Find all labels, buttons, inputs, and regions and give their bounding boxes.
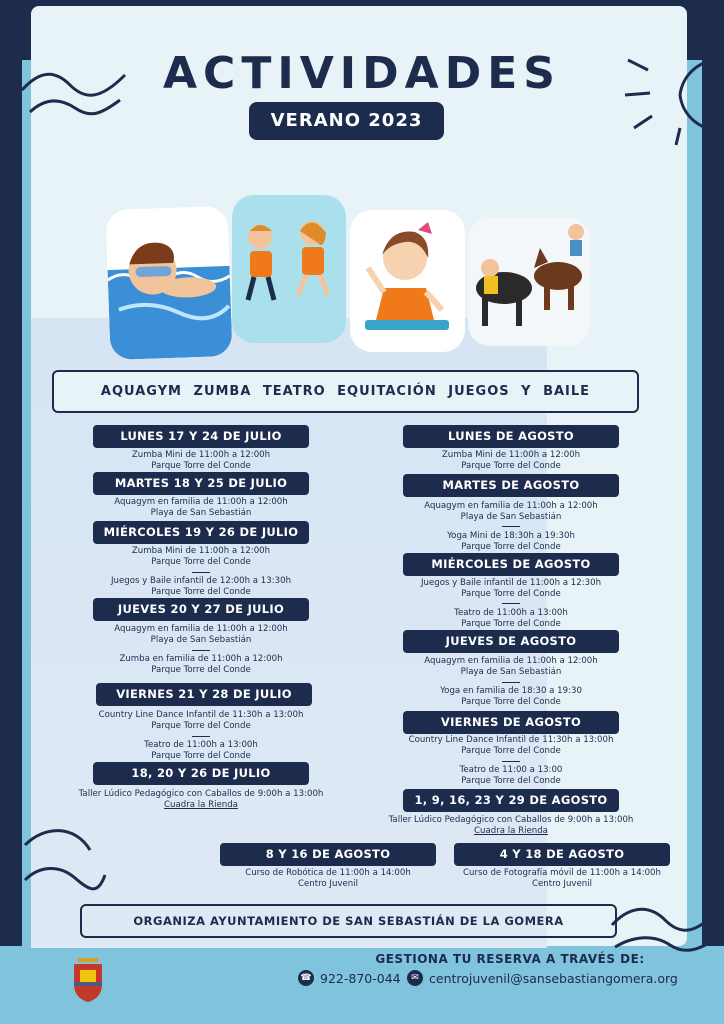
activity-item: Aquagym en familia de 11:00h a 12:00h Playa de San Sebastián: [424, 656, 598, 677]
email-contact[interactable]: [407, 970, 678, 986]
organizer-banner: ORGANIZA AYUNTAMIENTO DE SAN SEBASTIÁN DE LA GOMERA: [80, 904, 617, 938]
day-header: JUEVES DE AGOSTO: [403, 630, 619, 653]
activity-item: Country Line Dance Infantil de 11:30h a 13:00h Parque Torre del Conde: [98, 710, 304, 731]
subtitle-badge: VERANO 2023: [249, 102, 444, 140]
activity-item: Taller Lúdico Pedagógico con Caballos de 9:00h a 13:00h Cuadra la Rienda: [388, 815, 634, 836]
day-header: LUNES DE AGOSTO: [403, 425, 619, 448]
swimmer-icon: [105, 206, 232, 360]
separator: [502, 761, 520, 762]
location-link[interactable]: Cuadra la Rienda: [164, 799, 238, 810]
activity-item: Aquagym en familia de 11:00h a 12:00h Playa de San Sebastián: [424, 501, 598, 522]
activity-item: Juegos y Baile infantil de 12:00h a 13:30h Parque Torre del Conde: [110, 576, 292, 597]
day-header: VIERNES 21 Y 28 DE JULIO: [96, 683, 312, 706]
activity-item: Curso de Fotografía móvil de 11:00h a 14:00h Centro Juvenil: [463, 868, 661, 889]
activity-item: Aquagym en familia de 11:00h a 12:00h Playa de San Sebastián: [114, 497, 288, 518]
wave-icon: [20, 820, 110, 900]
swimmer-illustration: [105, 206, 232, 360]
day-header: MARTES DE AGOSTO: [403, 474, 619, 497]
wave-icon: [610, 895, 720, 955]
mail-icon: ✉: [407, 970, 423, 986]
day-header: MIÉRCOLES DE AGOSTO: [403, 553, 619, 576]
day-header: MARTES 18 Y 25 DE JULIO: [93, 472, 309, 495]
activity-item: Yoga Mini de 18:30h a 19:30h Parque Torre del Conde: [447, 531, 575, 552]
activity-item: Teatro de 11:00h a 13:00h Parque Torre del Conde: [144, 740, 258, 761]
activity-item: Zumba Mini de 11:00h a 12:00h Parque Torre del Conde: [441, 450, 581, 471]
activity-item: Juegos y Baile infantil de 11:00h a 12:30h Parque Torre del Conde: [420, 578, 602, 599]
day-header: MIÉRCOLES 19 Y 26 DE JULIO: [93, 521, 309, 544]
dancers-illustration: [232, 195, 346, 343]
email-address: centrojuvenil@sansebastiangomera.org: [429, 970, 678, 986]
day-header: 8 Y 16 DE AGOSTO: [220, 843, 436, 866]
separator: [192, 650, 210, 651]
day-header: 18, 20 Y 26 DE JULIO: [93, 762, 309, 785]
activity-item: Teatro de 11:00h a 13:00h Parque Torre del Conde: [454, 608, 568, 629]
activity-item: Aquagym en familia de 11:00h a 12:00h Playa de San Sebastián: [114, 624, 288, 645]
day-header: LUNES 17 Y 24 DE JULIO: [93, 425, 309, 448]
phone-number: 922-870-044: [320, 970, 401, 986]
separator: [192, 736, 210, 737]
horses-illustration: [468, 218, 590, 346]
horses-icon: [468, 218, 590, 346]
day-header: 1, 9, 16, 23 Y 29 DE AGOSTO: [403, 789, 619, 812]
separator: [502, 603, 520, 604]
day-header: 4 Y 18 DE AGOSTO: [454, 843, 670, 866]
day-header: JUEVES 20 Y 27 DE JULIO: [93, 598, 309, 621]
separator: [192, 572, 210, 573]
activity-item: Zumba Mini de 11:00h a 12:00h Parque Torre del Conde: [131, 450, 271, 471]
page-title: ACTIVIDADES: [163, 48, 561, 99]
dancers-icon: [232, 195, 346, 343]
activity-item: Yoga en familia de 18:30 a 19:30 Parque Torre del Conde: [440, 686, 582, 707]
activity-item: Curso de Robótica de 11:00h a 14:00h Centro Juvenil: [245, 868, 411, 889]
separator: [502, 526, 520, 527]
day-header: VIERNES DE AGOSTO: [403, 711, 619, 734]
separator: [502, 682, 520, 683]
activity-item: Zumba en familia de 11:00h a 12:00h Parque Torre del Conde: [119, 654, 283, 675]
activity-item: Teatro de 11:00 a 13:00 Parque Torre del Conde: [459, 765, 563, 786]
activity-item: Country Line Dance Infantil de 11:30h a 13:00h Parque Torre del Conde: [408, 735, 614, 756]
activity-item: Taller Lúdico Pedagógico con Caballos de 9:00h a 13:00h Cuadra la Rienda: [78, 789, 324, 810]
activity-item: Zumba Mini de 11:00h a 12:00h Parque Torre del Conde: [131, 546, 271, 567]
activities-list: AQUAGYM ZUMBA TEATRO EQUITACIÓN JUEGOS Y BAILE: [52, 370, 639, 413]
phone-icon: ☎: [298, 970, 314, 986]
phone-contact[interactable]: [298, 970, 401, 986]
reservation-heading: GESTIONA TU RESERVA A TRAVÉS DE:: [375, 952, 645, 966]
yoga-illustration: [350, 210, 465, 352]
yoga-girl-icon: [350, 210, 465, 352]
coat-of-arms-icon: [70, 954, 106, 1004]
location-link[interactable]: Cuadra la Rienda: [474, 825, 548, 836]
